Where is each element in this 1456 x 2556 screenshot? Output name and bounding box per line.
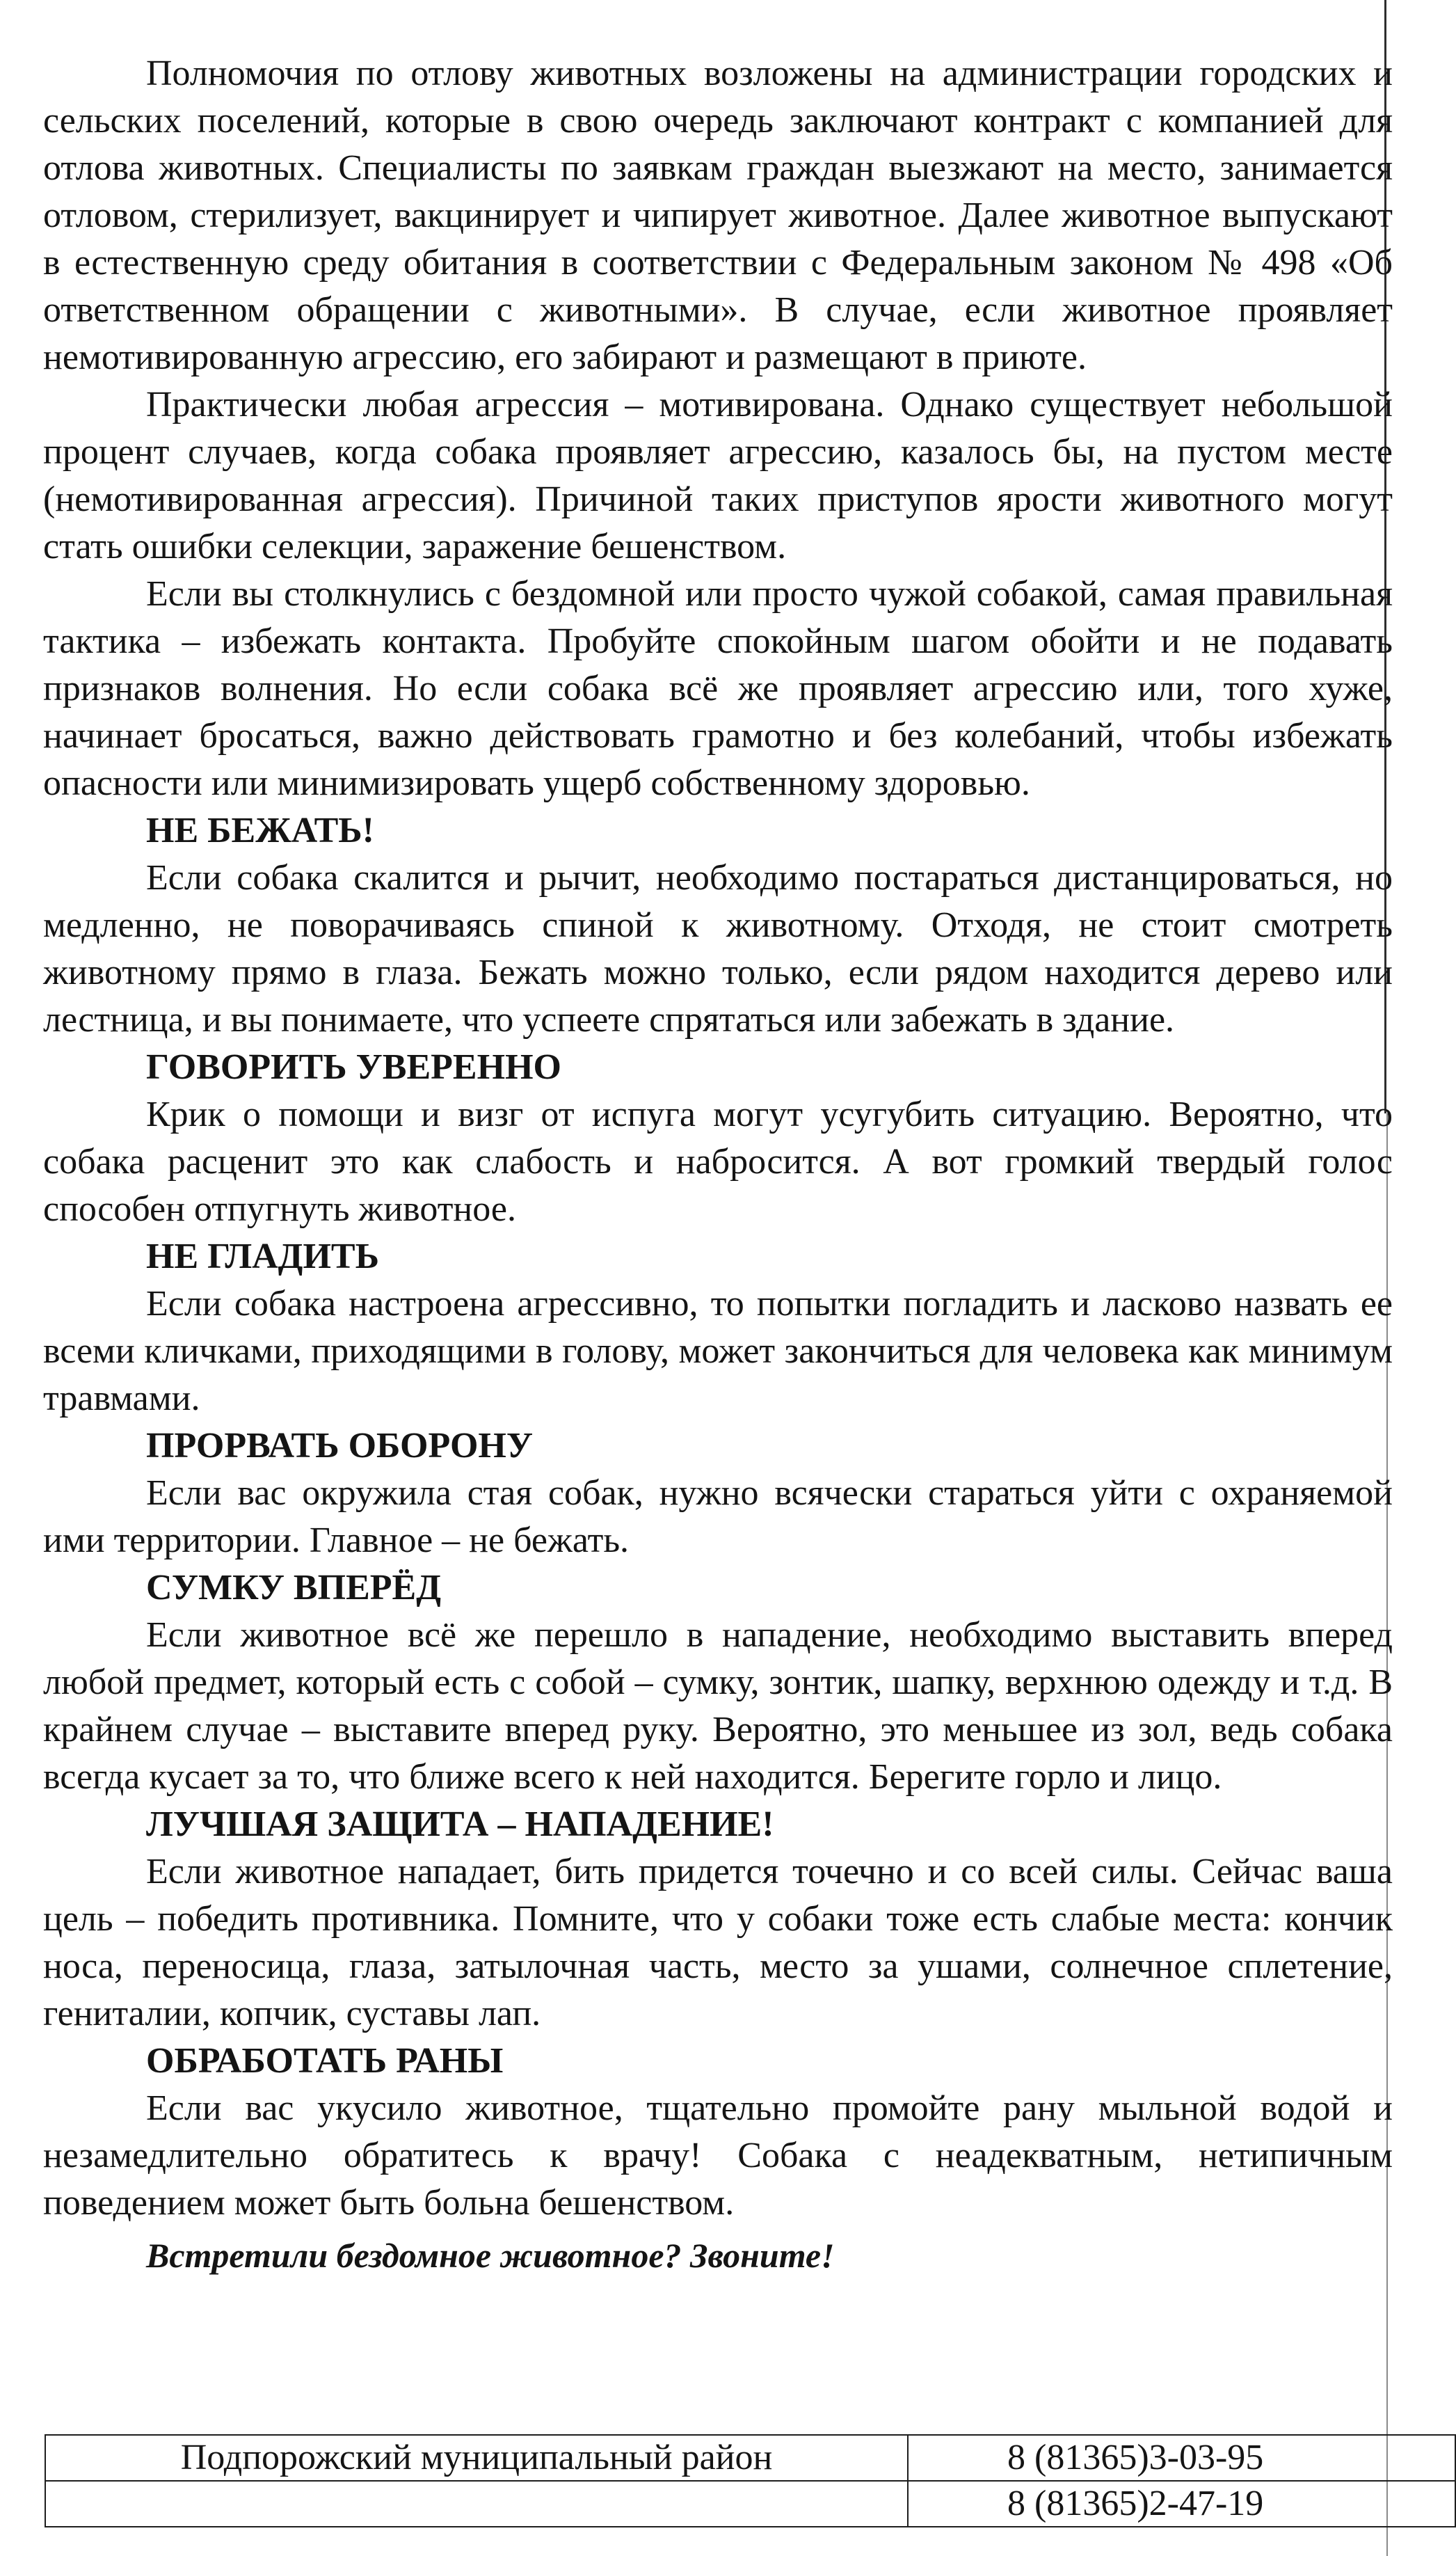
section-text-bag-forward: Если животное всё же перешло в нападение, необходимо выставить вперед любой предмет, который есть с собой – сумку, зонтик, шапку, верхнюю одежду и т.д. В крайнем случае – выставите вперед руку. Вероятно, это меньшее из зол, ведь собака всегда кусает за то, что ближе всего к ней находится. Берегите горло и лицо. (43, 1615, 1393, 1797)
section-text-treat-wounds: Если вас укусило животное, тщательно промойте рану мыльной водой и незамедлительно обратитесь к врачу! Собака с неадекватным, нетипичным поведением может быть больна бешенством. (43, 2088, 1393, 2223)
contacts-row (45, 2435, 1455, 2481)
intro-paragraph-3: Если вы столкнулись с бездомной или просто чужой собакой, самая правильная тактика – избежать контакта. Пробуйте спокойным шагом обойти и не подавать признаков волнения. Но если собака всё же проявляет агрессию или, того хуже, начинает бросаться, важно действовать грамотно и без колебаний, чтобы избежать опасности или минимизировать ущерб собственному здоровью. (43, 574, 1393, 803)
section-heading-treat-wounds: ОБРАБОТАТЬ РАНЫ (146, 2041, 504, 2081)
section-text-speak-confidently: Крик о помощи и визг от испуга могут усугубить ситуацию. Вероятно, что собака расценит это как слабость и набросится. А вот громкий твердый голос способен отпугнуть животное. (43, 1095, 1393, 1229)
region-name-empty (45, 2481, 908, 2527)
section-heading-best-defense: ЛУЧШАЯ ЗАЩИТА – НАПАДЕНИЕ! (146, 1804, 774, 1844)
section-heading-dont-run: НЕ БЕЖАТЬ! (146, 811, 374, 850)
call-to-action: Встретили бездомное животное? Звоните! (146, 2236, 835, 2275)
section-heading-break-defense: ПРОРВАТЬ ОБОРОНУ (146, 1426, 534, 1466)
contacts-table (45, 2434, 1456, 2527)
section-text-break-defense: Если вас окружила стая собак, нужно всячески стараться уйти с охраняемой ими территории. Главное – не бежать. (43, 1473, 1393, 1560)
contacts-row (45, 2481, 1455, 2527)
intro-paragraph-1: Полномочия по отлову животных возложены на администрации городских и сельских поселений, которые в свою очередь заключают контракт с компанией для отлова животных. Специалисты по заявкам граждан выезжают на место, занимается отловом, стерилизует, вакцинирует и чипирует животное. Далее животное выпускают в естественную среду обитания в соответствии с Федеральным законом № 498 «Об ответственном обращении с животными». В случае, если животное проявляет немотивированную агрессию, его забирают и размещают в приюте. (43, 54, 1393, 377)
section-heading-bag-forward: СУМКУ ВПЕРЁД (146, 1568, 441, 1608)
section-text-dont-pet: Если собака настроена агрессивно, то попытки погладить и ласково назвать ее всеми кличками, приходящими в голову, может закончиться для человека как минимум травмами. (43, 1284, 1393, 1418)
section-text-best-defense: Если животное нападает, бить придется точечно и со всей силы. Сейчас ваша цель – победить противника. Помните, что у собаки тоже есть слабые места: кончик носа, переносица, глаза, затылочная часть, место за ушами, солнечное сплетение, гениталии, копчик, суставы лап. (43, 1852, 1393, 2033)
intro-paragraph-2: Практически любая агрессия – мотивирована. Однако существует небольшой процент случаев, когда собака проявляет агрессию, казалось бы, на пустом месте (немотивированная агрессия). Причиной таких приступов ярости животного могут стать ошибки селекции, заражение бешенством. (43, 385, 1393, 566)
section-heading-speak-confidently: ГОВОРИТЬ УВЕРЕННО (146, 1047, 561, 1087)
phone-number-2: 8 (81365)2-47-19 (908, 2481, 1455, 2527)
phone-number-1: 8 (81365)3-03-95 (908, 2435, 1455, 2481)
section-text-dont-run: Если собака скалится и рычит, необходимо постараться дистанцироваться, но медленно, не поворачиваясь спиной к животному. Отходя, не стоит смотреть животному прямо в глаза. Бежать можно только, если рядом находится дерево или лестница, и вы понимаете, что успеете спрятаться или забежать в здание. (43, 858, 1393, 1040)
region-name: Подпорожский муниципальный район (45, 2435, 908, 2481)
section-heading-dont-pet: НЕ ГЛАДИТЬ (146, 1237, 379, 1276)
document-page (43, 50, 1393, 2278)
